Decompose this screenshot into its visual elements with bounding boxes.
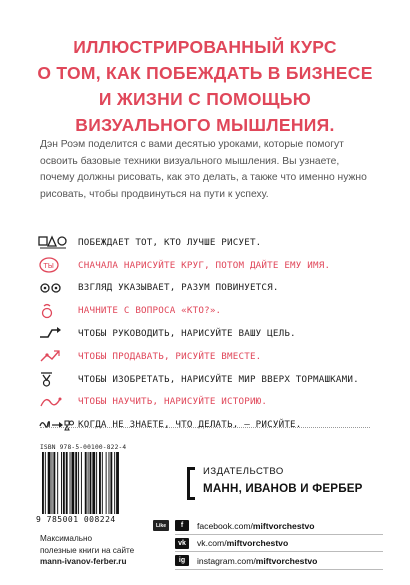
barcode-icon [40, 452, 170, 522]
social-handle: miftvorchestvo [226, 538, 289, 549]
like-icon: Like [153, 520, 169, 531]
question-icon [38, 301, 78, 321]
social-link[interactable] [197, 556, 317, 566]
social-prefix: vk.com/ [197, 538, 227, 549]
rule-text: ВЗГЛЯД УКАЗЫВАЕТ, РАЗУМ ПОВИНУЕТСЯ. [78, 282, 279, 294]
eye-icon [38, 278, 78, 298]
ty-circle-icon [38, 255, 78, 275]
shapes-icon [38, 232, 78, 252]
rule-item [38, 277, 378, 300]
social-row-facebook[interactable] [153, 517, 383, 535]
social-row-instagram[interactable] [153, 552, 383, 570]
rule-item [38, 322, 378, 345]
rule-text: ЧТОБЫ ПРОДАВАТЬ, РИСУЙТЕ ВМЕСТЕ. [78, 350, 262, 362]
social-handle: miftvorchestvo [252, 520, 315, 531]
back-cover-title [0, 34, 410, 138]
rule-text: СНАЧАЛА НАРИСУЙТЕ КРУГ, ПОТОМ ДАЙТЕ ЕМУ ИМЯ. [78, 259, 331, 271]
rule-item [38, 254, 378, 277]
vk-icon: vk [175, 538, 189, 549]
slogan-line: Максимально [40, 534, 93, 543]
barcode-number: 9 785001 008224 [36, 515, 176, 524]
rule-text: ЧТОБЫ НАУЧИТЬ, НАРИСУЙТЕ ИСТОРИЮ. [78, 396, 268, 408]
publisher-bracket [187, 467, 195, 500]
social-link[interactable] [197, 521, 315, 531]
divider [40, 427, 370, 428]
rule-item [38, 391, 378, 414]
intro-paragraph: Дэн Роэм поделится с вами десятью уроками, которые помогут освоить базовые техники визуального мышления. Вы узнаете, почему должны рисовать, как это делать, а также что именно нужно рисовать, чтобы продвинуться на пути к успеху. [40, 139, 367, 200]
title-line: И ЖИЗНИ С ПОМОЩЬЮ [98, 89, 312, 109]
target-icon [38, 324, 78, 344]
facebook-icon: f [175, 520, 189, 531]
title-line: ИЛЛЮСТРИРОВАННЫЙ КУРС [73, 37, 337, 57]
social-link[interactable] [197, 538, 288, 548]
world-icon [38, 369, 78, 389]
social-handle: miftvorchestvo [255, 555, 318, 566]
rule-item [38, 413, 378, 436]
social-prefix: instagram.com/ [197, 555, 256, 566]
handshake-icon [38, 346, 78, 366]
site-link[interactable]: mann-ivanov-ferber.ru [40, 557, 127, 566]
rule-text: ПОБЕЖДАЕТ ТОТ, КТО ЛУЧШЕ РИСУЕТ. [78, 236, 262, 248]
svg-text:ТЫ: ТЫ [43, 262, 54, 271]
social-divider [175, 569, 383, 570]
rule-item [38, 345, 378, 368]
rules-list [38, 231, 378, 436]
publisher-name: МАНН, ИВАНОВ И ФЕРБЕР [203, 482, 363, 495]
rule-text: ЧТОБЫ ИЗОБРЕТАТЬ, НАРИСУЙТЕ МИР ВВЕРХ ТОРМАШКАМИ. [78, 373, 359, 385]
title-line: О ТОМ, КАК ПОБЕЖДАТЬ В БИЗНЕСЕ [37, 63, 373, 83]
slogan-line: полезные книги на сайте [40, 545, 135, 555]
rule-item [38, 368, 378, 391]
rule-text: КОГДА НЕ ЗНАЕТЕ, ЧТО ДЕЛАТЬ, — РИСУЙТЕ. [78, 419, 302, 431]
social-prefix: facebook.com/ [197, 520, 253, 531]
rule-item [38, 231, 378, 254]
isbn-text: ISBN 978-5-00100-822-4 [40, 444, 127, 451]
social-row-vk[interactable] [153, 535, 383, 553]
social-links [153, 517, 383, 570]
rule-item [38, 299, 378, 322]
rule-text: ЧТОБЫ РУКОВОДИТЬ, НАРИСУЙТЕ ВАШУ ЦЕЛЬ. [78, 328, 296, 340]
scribble-arrow-icon [38, 415, 78, 435]
story-icon [38, 392, 78, 412]
rule-text: НАЧНИТЕ С ВОПРОСА «КТО?». [78, 305, 222, 317]
instagram-icon: ig [175, 555, 189, 566]
publisher-label: ИЗДАТЕЛЬСТВО [203, 466, 284, 477]
title-line: ВИЗУАЛЬНОГО МЫШЛЕНИЯ. [75, 115, 335, 135]
